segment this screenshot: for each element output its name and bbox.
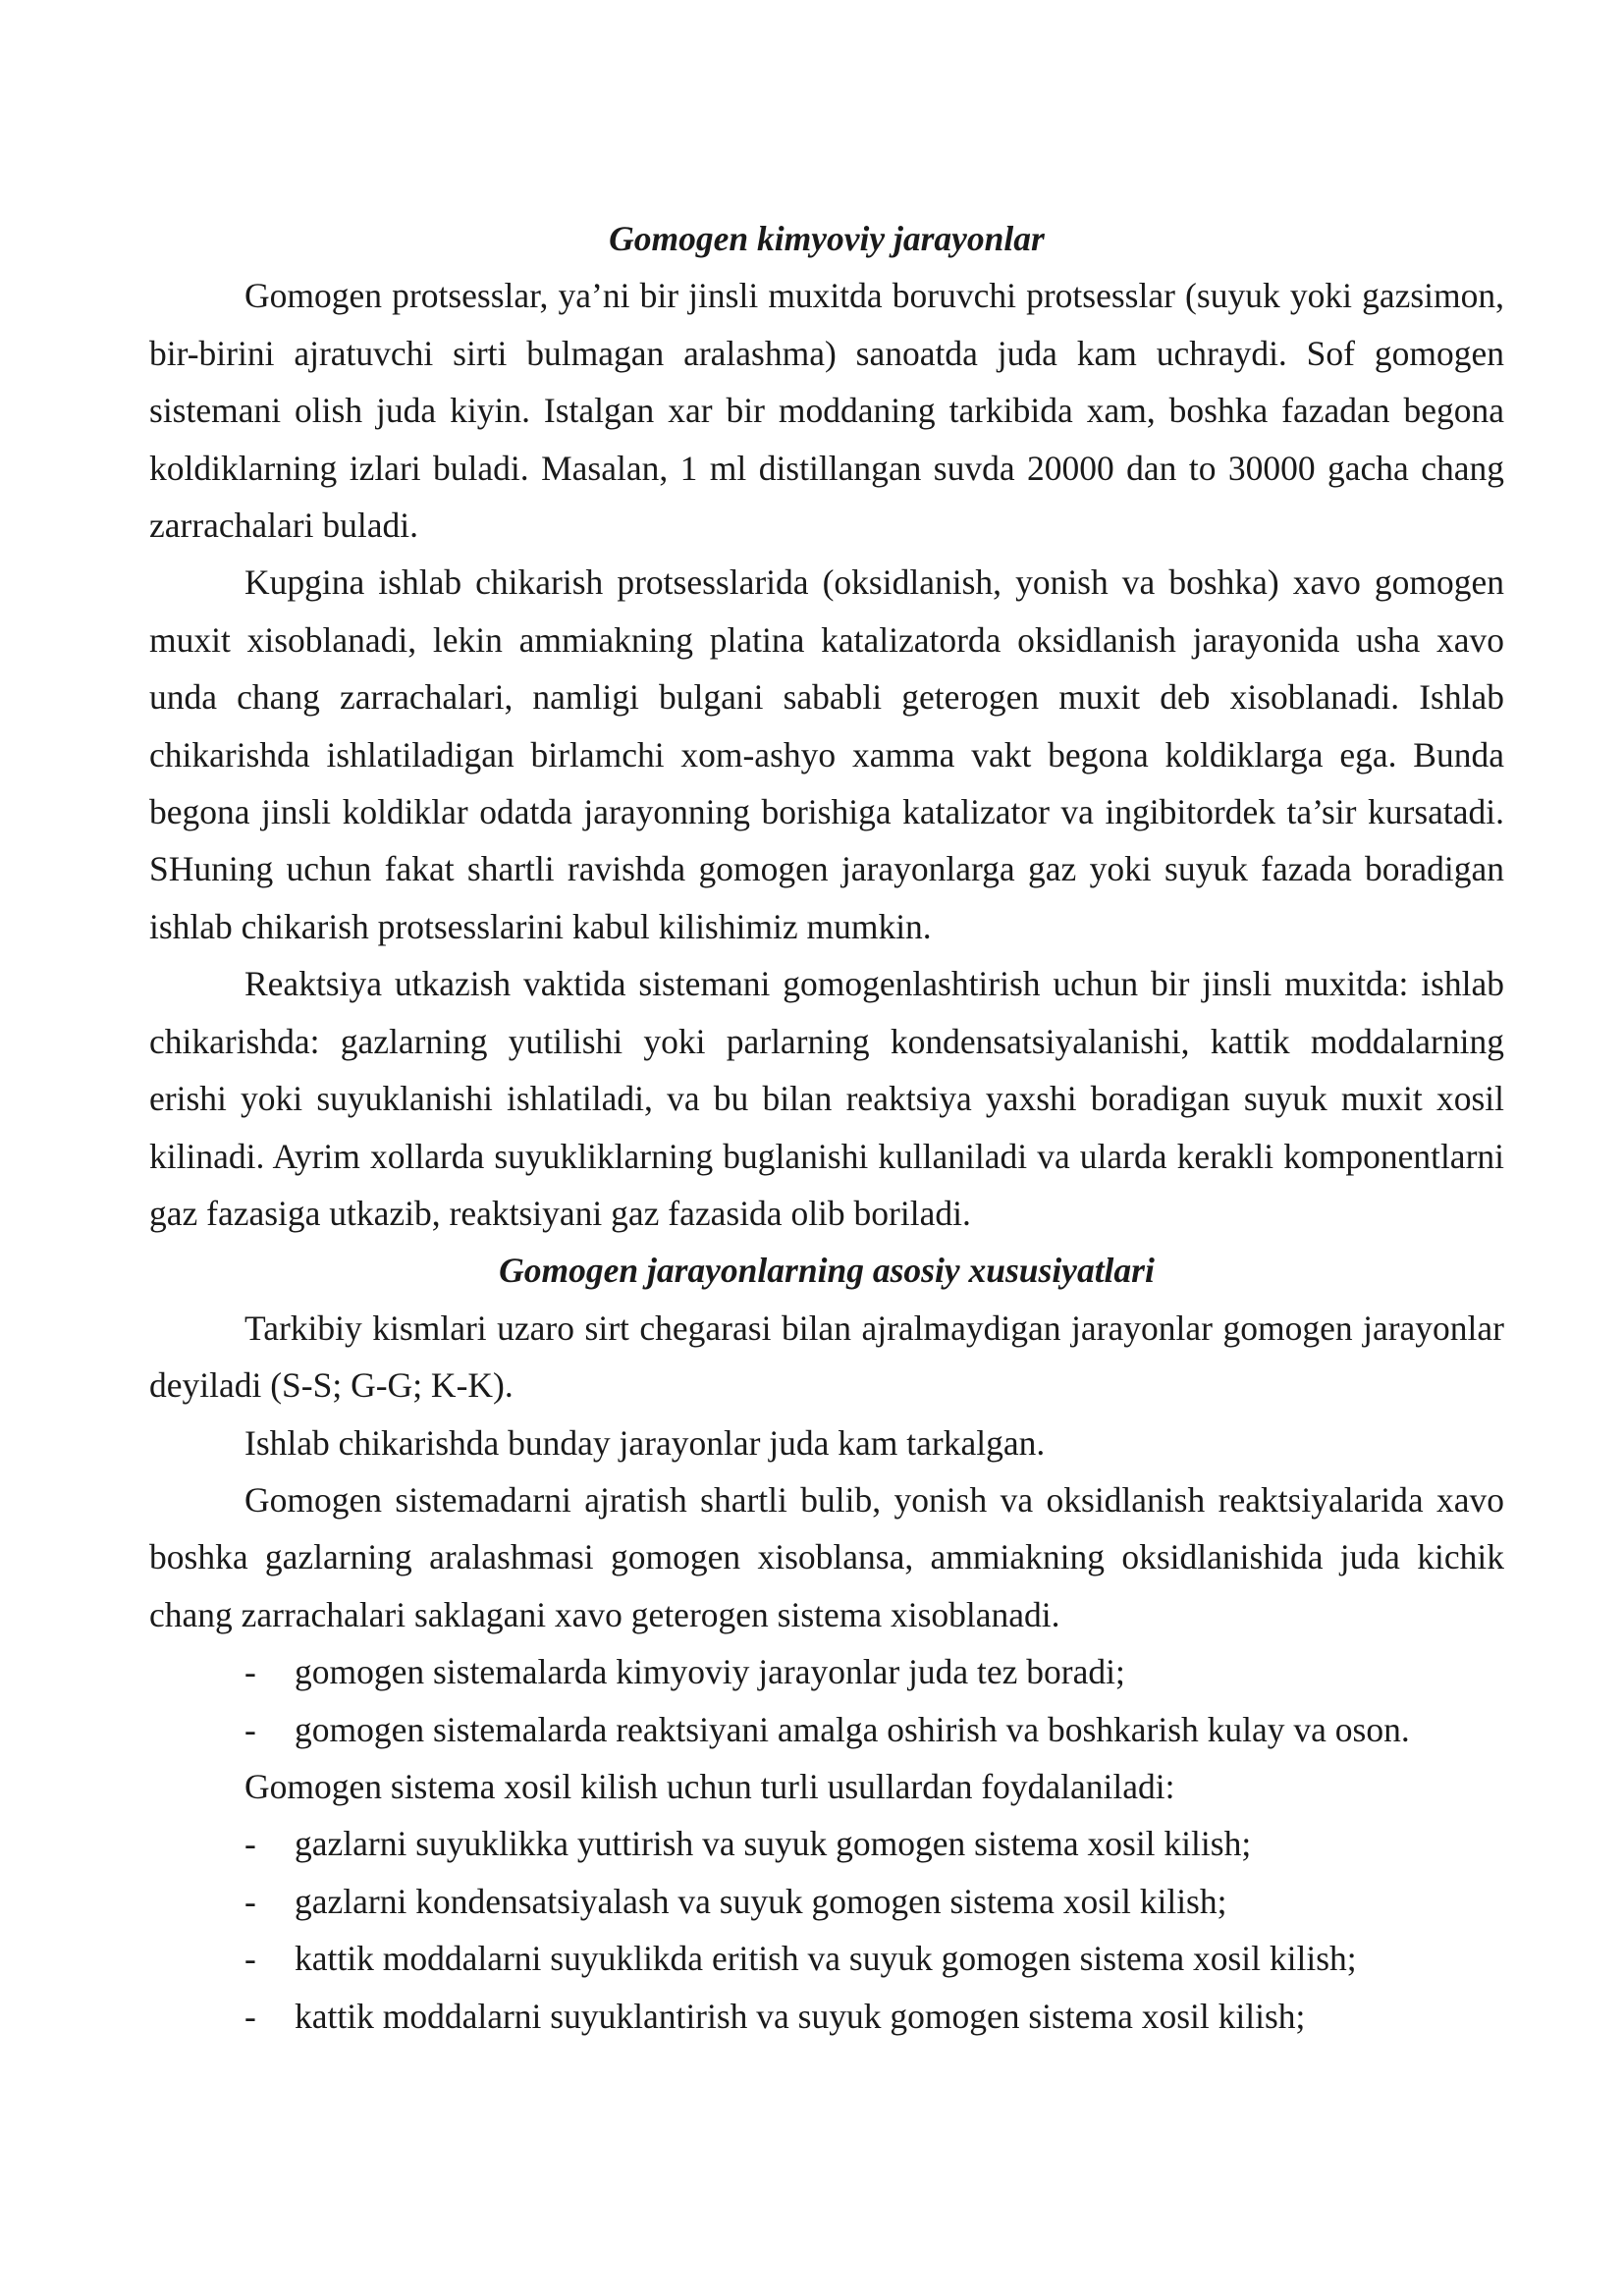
list-dash: - (244, 1939, 256, 1979)
list-dash: - (244, 1709, 256, 1749)
list-item (149, 1930, 1504, 1987)
properties-list (149, 1643, 1504, 1758)
paragraph: Ishlab chikarishda bunday jarayonlar juda kam tarkalgan. (244, 1422, 1046, 1463)
paragraph: Kupgina ishlab chikarish protsesslarida (oksidlanish, yonish va boshka) xavo gomogen muxit xisoblanadi, lekin ammiakning platina katalizatorda oksidlanish jarayonida usha xavo unda chang zarrachalari, namligi bulgani sababli geterogen muxit deb xisoblanadi. Ishlab chikarishda ishlatiladigan birlamchi xom-ashyo xamma vakt begona koldiklarga ega. Bunda begona jinsli koldiklar odatda jarayonning borishiga katalizator va ingibitordek ta’sir kursatadi. SHuning uchun fakat shartli ravishda gomogen jarayonlarga gaz yoki suyuk fazada boradigan ishlab chikarish protsesslarini kabul kilishimiz mumkin. (149, 562, 1504, 946)
list-dash: - (244, 1996, 256, 2036)
document-page (149, 210, 1504, 2045)
list-dash: - (244, 1652, 256, 1692)
list-item-text: kattik moddalarni suyuklantirish va suyuk gomogen sistema xosil kilish; (295, 1996, 1306, 2036)
section-heading-asosiy-xususiyatlari: Gomogen jarayonlarning asosiy xususiyatlari (499, 1251, 1155, 1291)
paragraph: Gomogen protsesslar, ya’ni bir jinsli muxitda boruvchi protsesslar (suyuk yoki gazsimon, bir-birini ajratuvchi sirti bulmagan aralashma) sanoatda juda kam uchraydi. Sof gomogen sistemani olish juda kiyin. Istalgan xar bir moddaning tarkibida xam, boshka fazadan begona koldiklarning izlari buladi. Masalan, 1 ml distillangan suvda 20000 dan to 30000 gacha chang zarrachalari buladi. (149, 276, 1504, 546)
list-item (149, 1643, 1504, 1700)
list-item-text: gazlarni kondensatsiyalash va suyuk gomogen sistema xosil kilish; (295, 1881, 1227, 1921)
list-dash: - (244, 1881, 256, 1921)
paragraph: Tarkibiy kismlari uzaro sirt chegarasi bilan ajralmaydigan jarayonlar gomogen jarayonlar deyiladi (S-S; G-G; K-K). (149, 1308, 1504, 1406)
list-item-text: gomogen sistemalarda kimyoviy jarayonlar juda tez boradi; (295, 1652, 1125, 1692)
methods-list (149, 1815, 1504, 2045)
list-item-text: gazlarni suyuklikka yuttirish va suyuk gomogen sistema xosil kilish; (295, 1824, 1252, 1864)
paragraph: Reaktsiya utkazish vaktida sistemani gomogenlashtirish uchun bir jinsli muxitda: ishlab chikarishda: gazlarning yutilishi yoki parlarning kondensatsiyalanishi, kattik moddalarning erishi yoki suyuklanishi ishlatiladi, va bu bilan reaktsiya yaxshi boradigan suyuk muxit xosil kilinadi. Ayrim xollarda suyukliklarning buglanishi kullaniladi va ularda kerakli komponentlarni gaz fazasiga utkazib, reaktsiyani gaz fazasida olib boriladi. (149, 964, 1504, 1233)
list-item (149, 1988, 1504, 2045)
paragraph: Gomogen sistema xosil kilish uchun turli usullardan foydalaniladi: (244, 1766, 1175, 1806)
list-item (149, 1815, 1504, 1872)
list-item-text: gomogen sistemalarda reaktsiyani amalga oshirish va boshkarish kulay va oson. (295, 1709, 1410, 1749)
section-heading-gomogen-kimyoviy-jarayonlar: Gomogen kimyoviy jarayonlar (609, 219, 1045, 258)
list-item-text: kattik moddalarni suyuklikda eritish va suyuk gomogen sistema xosil kilish; (295, 1939, 1357, 1979)
list-item (149, 1873, 1504, 1930)
list-dash: - (244, 1824, 256, 1864)
paragraph: Gomogen sistemadarni ajratish shartli bulib, yonish va oksidlanish reaktsiyalarida xavo boshka gazlarning aralashmasi gomogen xisoblansa, ammiakning oksidlanishida juda kichik chang zarrachalari saklagani xavo geterogen sistema xisoblanadi. (149, 1479, 1504, 1634)
list-item (149, 1701, 1504, 1758)
